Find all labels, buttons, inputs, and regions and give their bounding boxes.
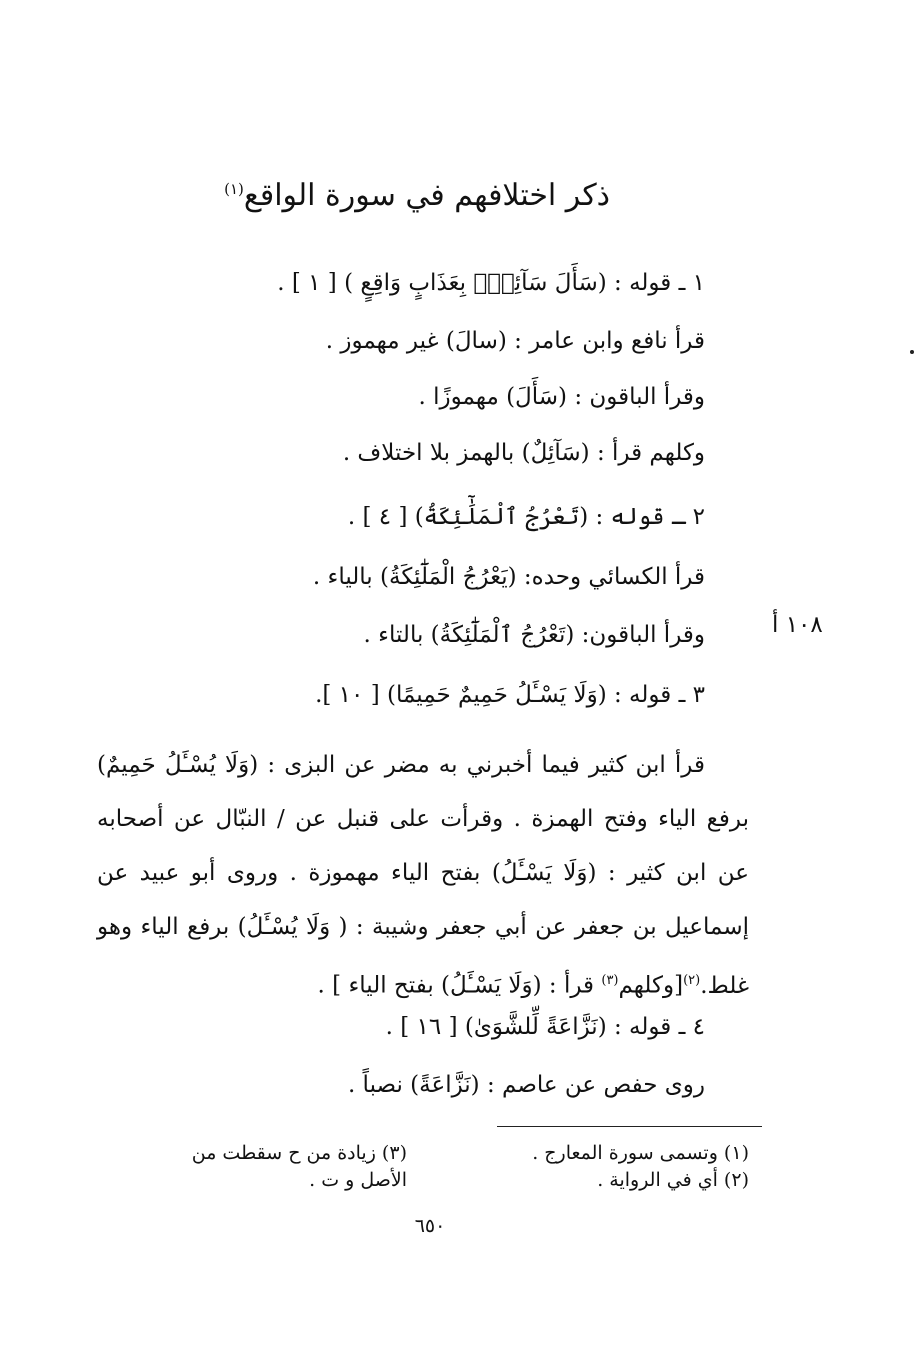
footnote-continuation: الأصل و ت . — [309, 1169, 407, 1191]
footnote-marker: (٢) — [683, 973, 701, 988]
text-line: وقرأ الباقون : (سَأَلَ) مهموزًا . — [418, 384, 705, 410]
title-footnote-marker: (١) — [224, 180, 244, 198]
section-title-text: ذكر اختلافهم في سورة الواقع — [243, 178, 610, 213]
text-line: قرأ نافع وابن عامر : (سالَ) غير مهموز . — [325, 328, 705, 354]
footnote: (١) وتسمى سورة المعارج . — [532, 1142, 749, 1164]
paragraph-text: قرأ ابن كثير فيما أخبرني به مضر عن البزى : (وَلَا يُسْـَٔلُ حَمِيمٌ) برفع الياء وفتح الهمزة . وقرأت على قنبل عن / النبّال عن أصحابه عن ابن كثير : (وَلَا يَسْـَٔلُ) بفتح الياء مهموزة . وروى أبو عبيد عن إسماعيل بن جعفر عن أبي جعفر وشيبة : ( وَلَا يُسْـَٔلُ) برفع الياء وهو غلط. — [97, 752, 749, 999]
body-paragraph — [97, 738, 749, 1013]
text-line: روى حفص عن عاصم : (نَزَّاعَةً) نصباً . — [347, 1072, 705, 1098]
section-title — [224, 178, 610, 213]
text-line: وكلهم قرأ : (سَآئِلٌ) بالهمز بلا اختلاف . — [342, 440, 705, 466]
scan-speck — [910, 350, 914, 354]
footnote: (٣) زيادة من ح سقطت من — [191, 1142, 407, 1164]
footnotes-right-column — [532, 1140, 749, 1194]
footnotes-left-column — [192, 1140, 407, 1194]
text-line: ٣ ـ قوله : (وَلَا يَسْـَٔلُ حَمِيمٌ حَمِيمًا) [ ١٠ ]. — [315, 682, 705, 708]
footnote: (٢) أي في الرواية . — [597, 1169, 749, 1191]
text-line: وقرأ الباقون: (تَعْرُجُ ٱلْمَلَٰٓئِكَةُ) بالتاء . — [363, 622, 705, 648]
text-line: ٤ ـ قوله : (نَزَّاعَةً لِّلشَّوَىٰ) [ ١٦ ] . — [385, 1014, 705, 1040]
page-number: ٦٥٠ — [414, 1215, 446, 1237]
footnote-marker: (٣) — [601, 973, 619, 988]
text-line: ٢ ـ قوله : (تَعْرُجُ ٱلْمَلَٰٓئِكَةُ) [ ٤ ] . — [347, 504, 705, 530]
paragraph-text: قرأ : (وَلَا يَسْـَٔلُ) بفتح الياء ] . — [317, 972, 602, 999]
text-line: قرأ الكسائي وحده: (يَعْرُجُ الْمَلَٰٓئِكَةُ) بالياء . — [312, 564, 705, 590]
text-line: ١ ـ قوله : (سَأَلَ سَآئِلُۢ بِعَذَابٍ وَاقِعٍ ) [ ١ ] . — [277, 270, 705, 296]
margin-folio-note: ١٠٨ أ — [772, 612, 823, 638]
footnote-separator — [497, 1126, 762, 1127]
paragraph-text: [وكلهم — [618, 972, 684, 999]
